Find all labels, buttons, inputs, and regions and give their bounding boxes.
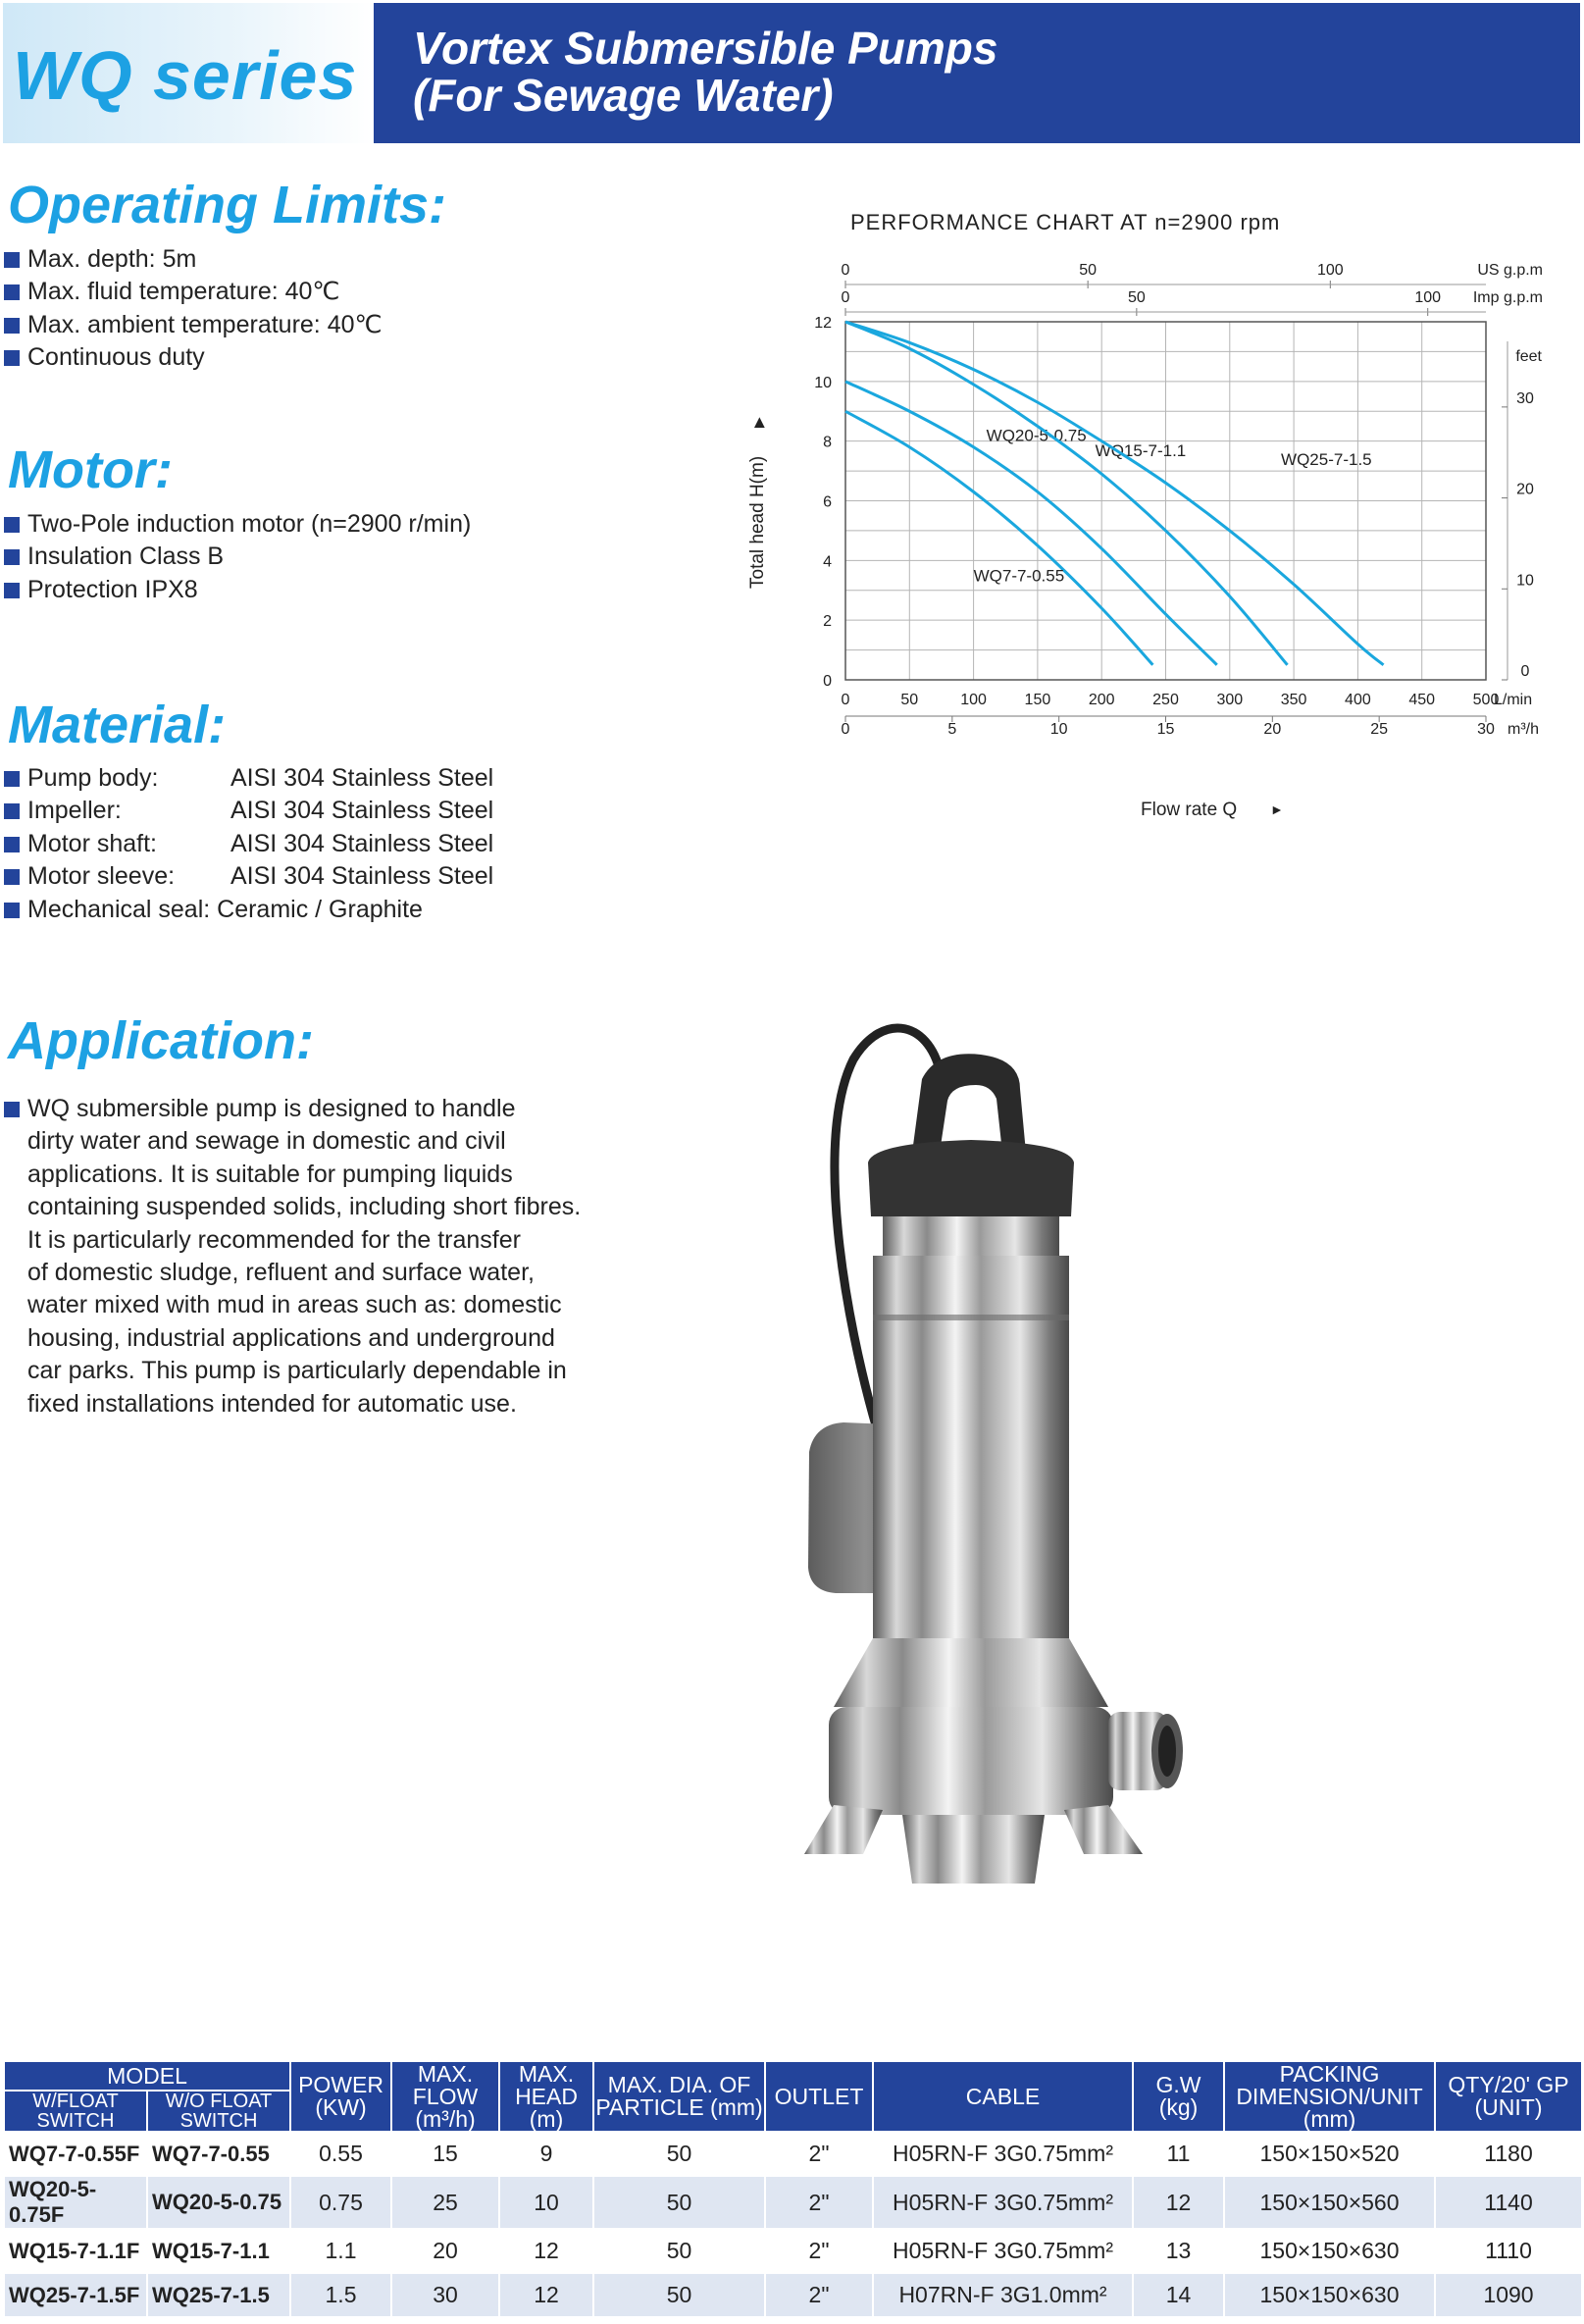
wofloat-header: W/O FLOAT SWITCH <box>147 2091 290 2132</box>
motor-title: Motor: <box>8 440 173 499</box>
y-tick-label: 10 <box>814 374 832 391</box>
chart-xlabel: Flow rate Q <box>1141 800 1238 820</box>
list-item: Motor sleeve: AISI 304 Stainless Steel <box>4 860 493 893</box>
x-tick-label: 450 <box>1408 692 1436 708</box>
table-row: WQ7-7-0.55F WQ7-7-0.55 0.55 15 9 50 2" H05RN-F 3G0.75mm² 11 150×150×520 1180 <box>4 2132 1582 2176</box>
bullet-square-icon <box>4 583 20 598</box>
x-tick-label: 350 <box>1280 692 1307 708</box>
series-label: WQ25-7-1.5 <box>1281 450 1372 469</box>
m3h-tick-label: 10 <box>1049 721 1068 738</box>
application-line: car parks. This pump is particularly dependable in <box>27 1357 567 1385</box>
y-tick-label: 2 <box>823 613 832 631</box>
x-unit-label: L/min <box>1494 692 1533 708</box>
bullet-square-icon <box>4 1102 20 1117</box>
series-label: WQ20-5-0.75 <box>986 426 1087 445</box>
chart-title: PERFORMANCE CHART AT n=2900 rpm <box>850 210 1281 234</box>
usgpm-tick-label: 50 <box>1079 262 1098 279</box>
chart-series <box>845 322 1384 665</box>
bullet-square-icon <box>4 803 20 819</box>
product-title-line1: Vortex Submersible Pumps <box>413 23 998 74</box>
y-tick-label: 12 <box>814 315 832 332</box>
x-tick-label: 200 <box>1088 692 1115 708</box>
application-line: fixed installations intended for automatic use. <box>27 1389 517 1418</box>
usgpm-tick-label: 0 <box>841 262 850 279</box>
x-tick-label: 50 <box>900 692 919 708</box>
series-label: WQ15-7-1.1 <box>1095 440 1187 460</box>
m3h-tick-label: 30 <box>1477 721 1495 738</box>
bullet-square-icon <box>4 517 20 533</box>
header-series-panel <box>3 3 374 143</box>
application-line: of domestic sludge, refluent and surface water, <box>27 1259 535 1287</box>
impgpm-unit-label: Imp g.p.m <box>1472 289 1543 306</box>
performance-chart <box>726 196 1584 844</box>
bullet-square-icon <box>4 869 20 885</box>
qty-header: QTY/20' GP (UNIT) <box>1435 2061 1582 2132</box>
usgpm-unit-label: US g.p.m <box>1477 262 1543 279</box>
bullet-square-icon <box>4 549 20 565</box>
bullet-square-icon <box>4 837 20 852</box>
list-item: Motor shaft: AISI 304 Stainless Steel <box>4 828 493 860</box>
application-line: water mixed with mud in areas such as: domestic <box>27 1291 562 1319</box>
application-line: housing, industrial applications and underground <box>27 1323 555 1352</box>
series-line-wq15-7-1.1 <box>845 322 1288 665</box>
bullet-square-icon <box>4 252 20 268</box>
flow-header: MAX. FLOW (m³/h) <box>391 2061 499 2132</box>
x-tick-label: 250 <box>1152 692 1179 708</box>
list-item: Impeller: AISI 304 Stainless Steel <box>4 795 493 827</box>
operating-limits-list <box>4 243 383 375</box>
feet-tick-label: 0 <box>1520 663 1530 680</box>
m3h-tick-label: 25 <box>1370 721 1389 738</box>
spec-table <box>3 2060 1583 2318</box>
m3h-unit-label: m³/h <box>1507 721 1539 738</box>
table-row: WQ25-7-1.5F WQ25-7-1.5 1.5 30 12 50 2" H07RN-F 3G1.0mm² 14 150×150×630 1090 <box>4 2273 1582 2317</box>
operating-limits-title: Operating Limits: <box>8 176 447 234</box>
bullet-square-icon <box>4 903 20 918</box>
application-title: Application: <box>8 1011 314 1070</box>
pump-illustration <box>775 1020 1265 1903</box>
m3h-tick-label: 15 <box>1156 721 1175 738</box>
bullet-square-icon <box>4 771 20 787</box>
list-item: Max. fluid temperature: 40℃ <box>4 276 383 308</box>
chart-axes <box>814 262 1543 738</box>
application-paragraph <box>4 1093 632 1420</box>
power-header: POWER (KW) <box>290 2061 391 2132</box>
table-row: WQ20-5-0.75F WQ20-5-0.75 0.75 25 10 50 2" H05RN-F 3G0.75mm² 12 150×150×560 1140 <box>4 2176 1582 2229</box>
series-line-wq25-7-1.5 <box>845 322 1384 665</box>
x-tick-label: 400 <box>1345 692 1371 708</box>
material-title: Material: <box>8 696 227 754</box>
product-title <box>413 25 997 119</box>
x-tick-label: 150 <box>1024 692 1051 708</box>
y-tick-label: 0 <box>823 673 832 690</box>
application-line: It is particularly recommended for the transfer <box>27 1225 521 1254</box>
series-title: WQ series <box>13 37 358 114</box>
xlabel-arrow-icon: ► <box>1270 801 1284 817</box>
particle-header: MAX. DIA. OF PARTICLE (mm) <box>593 2061 765 2132</box>
head-header: MAX. HEAD (m) <box>499 2061 593 2132</box>
series-line-wq20-5-0.75 <box>845 382 1217 665</box>
list-item: Max. depth: 5m <box>4 243 383 276</box>
bullet-square-icon <box>4 284 20 300</box>
list-item: Mechanical seal: Ceramic / Graphite <box>4 894 493 926</box>
x-tick-label: 100 <box>960 692 987 708</box>
series-label: WQ7-7-0.55 <box>973 566 1065 586</box>
wfloat-header: W/FLOAT SWITCH <box>4 2091 147 2132</box>
motor-list <box>4 508 471 606</box>
bullet-square-icon <box>4 350 20 366</box>
gw-header: G.W (kg) <box>1133 2061 1224 2132</box>
x-tick-label: 500 <box>1472 692 1500 708</box>
feet-tick-label: 10 <box>1516 572 1534 590</box>
table-row: WQ15-7-1.1F WQ15-7-1.1 1.1 20 12 50 2" H05RN-F 3G0.75mm² 13 150×150×630 1110 <box>4 2229 1582 2273</box>
list-item: Pump body: AISI 304 Stainless Steel <box>4 762 493 795</box>
feet-tick-label: 20 <box>1516 481 1534 498</box>
impgpm-tick-label: 50 <box>1127 289 1146 306</box>
chart-ylabel: Total head H(m) <box>747 455 768 589</box>
application-line: applications. It is suitable for pumping liquids <box>27 1160 513 1188</box>
x-tick-label: 300 <box>1216 692 1244 708</box>
y-tick-label: 4 <box>823 553 832 571</box>
packing-header: PACKING DIMENSION/UNIT (mm) <box>1224 2061 1435 2132</box>
model-header: MODEL <box>4 2061 290 2091</box>
chart-grid <box>845 322 1486 680</box>
list-item: Continuous duty <box>4 341 383 374</box>
bullet-square-icon <box>4 318 20 334</box>
impgpm-tick-label: 100 <box>1414 289 1442 306</box>
outlet-header: OUTLET <box>765 2061 873 2132</box>
material-list <box>4 762 493 926</box>
x-tick-label: 0 <box>841 692 850 708</box>
impgpm-tick-label: 0 <box>841 289 850 306</box>
list-item: Protection IPX8 <box>4 574 471 606</box>
y-tick-label: 6 <box>823 493 832 511</box>
y-tick-label: 8 <box>823 434 832 451</box>
feet-unit-label: feet <box>1515 348 1542 365</box>
m3h-tick-label: 0 <box>841 721 850 738</box>
list-item: Max. ambient temperature: 40℃ <box>4 309 383 341</box>
m3h-tick-label: 5 <box>947 721 957 738</box>
feet-tick-label: 30 <box>1516 389 1534 407</box>
application-line: WQ submersible pump is designed to handle <box>27 1095 516 1122</box>
cable-header: CABLE <box>873 2061 1133 2132</box>
usgpm-tick-label: 100 <box>1316 262 1344 279</box>
list-item: Insulation Class B <box>4 541 471 573</box>
header-title-panel <box>374 3 1580 143</box>
ylabel-arrow-icon: ▶ <box>750 417 766 428</box>
application-line: containing suspended solids, including short fibres. <box>27 1193 582 1221</box>
product-title-line2: (For Sewage Water) <box>413 70 834 121</box>
m3h-tick-label: 20 <box>1263 721 1282 738</box>
application-text <box>4 1093 632 1420</box>
application-line: dirty water and sewage in domestic and civil <box>27 1127 506 1156</box>
list-item: Two-Pole induction motor (n=2900 r/min) <box>4 508 471 541</box>
